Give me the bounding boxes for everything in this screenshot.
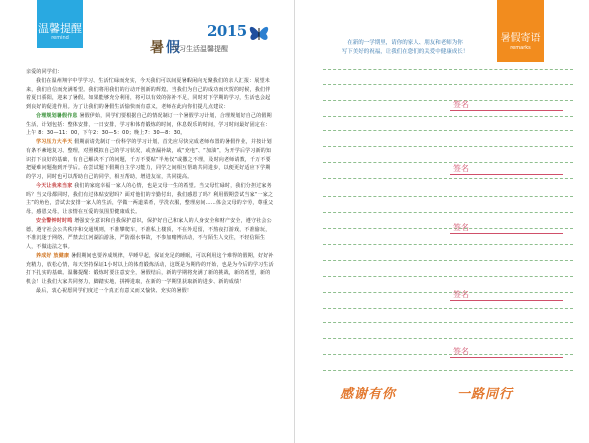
writing-line[interactable] — [323, 322, 573, 323]
wishes-intro-line1: 在新的一学期里，请你的家人、朋友和老师为你 — [347, 40, 463, 46]
section-5 — [26, 252, 275, 287]
header-subtitle: 学习生活温馨提醒 — [172, 45, 228, 53]
section-2-text: 假期前请先制订一份科学的学习计划，首先应尽快完成老师布置的暑假作业，并按计划有条不紊地复习、整理，对照模拟自己的学习状况，或查漏补缺，或“充电”、“加油”，为开学后学习新的知识打下良好的基础，有自己解决不了的问题，千万不要贴“半角仅”或撒之不理，及时向老师请教，千万不要把疑难问题拖到开学后。在尝试题下假期自主学习能力，同学之间相互帮助共同进步，以便更好适应下学期的学习，同时也可以帮助自己的同学，相互帮助，增进友谊，共同提高。 — [26, 139, 272, 180]
writing-line[interactable] — [323, 146, 573, 147]
signature-field-2[interactable]: 签名 — [450, 164, 563, 175]
writing-line[interactable] — [323, 212, 573, 213]
writing-line[interactable] — [323, 162, 573, 163]
butterfly-icon — [247, 20, 271, 46]
signature-field-3[interactable]: 签名 — [450, 223, 563, 234]
section-5-text: 暑假期间也要养成规律，早睡早起，保证充足的睡眠，可以利用这个难得的假期，好好补充精力，放松心情，每天坚持保证1小时以上的体育锻炼活动，这既是为期待的开始，也是为今后的学习生活打下扎实的基础。温馨提醒：锻炼时要注意安全，暑假结后，新的学期将充满了新的挑战，新的希望，新的机会！让我们大家共同努力，脚踏实地，拼搏进取，在新的一学期里获取新的进步、新的成绩！ — [26, 252, 274, 285]
letter-intro: 我们在温州翔宇中学学习、生活忙碌而充实，今天我们可以间夏暑暇闲向无聚我们的亲人汇报：展望未来，我们自信而充满希望。我们将用我们的行动开创新的辉煌。当我们为自己的成功而庆贺的时候，我们伴着夏日骄阳，迎来了暑假。如果能够充分利用，将可以有效的弥补不足，同时对下学期的学习，生活也会起到良好的促进作用。为了让我们的暑假生活愉快而有意义，老师在此向你们提几点建议： — [26, 77, 271, 110]
letter-greeting: 亲爱的同学们： — [26, 69, 63, 75]
wishes-intro-line2: 写下美好的祝福，让我们在您们的关爱中健康成长！ — [341, 49, 469, 55]
writing-line[interactable] — [323, 69, 573, 70]
signature-field-5[interactable]: 签名 — [450, 347, 563, 358]
section-1-text: 暑假伊始，同学们要根据自己的情况制订一个暑假学习计划，合理规划好自己的假期生活，计划包括：整体安排，一日安排，学习和体育锻炼的时间，休息娱乐的时间，学习时间最好固定在：上午 8：30—11：00，下午2：30—5：00；晚上7：30—8：30。 — [26, 112, 272, 137]
section-2 — [26, 138, 275, 182]
signature-field-4[interactable]: 签名 — [450, 290, 563, 301]
wishes-tab-subtitle: remarks — [510, 45, 531, 51]
section-5-heading: 养成好 放健康 — [36, 252, 70, 259]
writing-line[interactable] — [323, 178, 573, 179]
writing-line[interactable] — [323, 308, 573, 309]
writing-line[interactable] — [323, 260, 573, 261]
letter-closing: 最后，衷心祝愿同学们度过一个真正有意义而又愉快、充实的暑假！ — [36, 287, 193, 294]
writing-line[interactable] — [323, 196, 573, 197]
letter-body — [26, 68, 275, 296]
slogan-together: 一路同行 — [457, 387, 514, 402]
reminder-tab-subtitle: remind — [51, 35, 69, 41]
writing-line[interactable] — [323, 244, 573, 245]
slogan-thanks: 感谢有你 — [340, 387, 397, 402]
section-4-text: 增强安全意识和自我保护意识，保护好自己和家人的人身安全和财产安全，遵守社会公德，遵守社会公共秩序和交通规则，不准攀爬车，不准私上楼顶，不在外逗留，不熬夜打游戏，不准偷玩，不准沉迷于网络，严禁去江河湖泊游泳，严防溺水事故，不参加赌博活动，不与陌生人交往，不轻信陌生人，不做违法之事。 — [26, 217, 272, 250]
section-3 — [26, 182, 275, 217]
header-year: 2015 — [207, 22, 247, 40]
section-1 — [26, 112, 275, 138]
reminder-tab-title: 温馨提醒 — [38, 22, 82, 35]
wishes-tab-title: 暑假寄语 — [500, 33, 541, 44]
section-2-heading: 学习压力大半天 — [36, 139, 73, 145]
section-3-text: 我们的家庭幸福一家人的心情，也是父母一生的希望。当父母忙碌时，我们分担过家务吗？当父母都同时，我们有过体贴安慰吗？面对他们的辛勤付出，我们感恩了吗？利用假期尝试当家“一家之主”的角色，尝试去安排一家人的生活，学做一两道菜肴，学洗衣服，整理房间……体会父母的辛劳，尊重父母，感恩父母，让亲情在互爱的氛围里健康成长。 — [26, 182, 274, 215]
writing-line[interactable] — [323, 276, 573, 277]
section-1-heading: 合理规划暑假作息 — [36, 112, 78, 119]
signature-field-1[interactable]: 签名 — [450, 100, 563, 111]
header-char-2: 假 — [166, 40, 180, 56]
writing-line[interactable] — [323, 116, 573, 117]
right-page — [295, 0, 589, 443]
wishes-intro — [325, 39, 485, 57]
section-4 — [26, 217, 275, 252]
writing-line[interactable] — [323, 84, 573, 85]
section-4-heading: 安全警钟时时鸣 — [36, 217, 73, 224]
section-3-heading: 今天让我来当家 — [36, 182, 73, 189]
writing-line[interactable] — [323, 130, 573, 131]
writing-line[interactable] — [323, 338, 573, 339]
wishes-tab — [497, 0, 544, 62]
writing-line[interactable] — [323, 370, 573, 371]
reminder-tab — [37, 0, 83, 48]
header-char-1: 暑 — [150, 40, 164, 56]
